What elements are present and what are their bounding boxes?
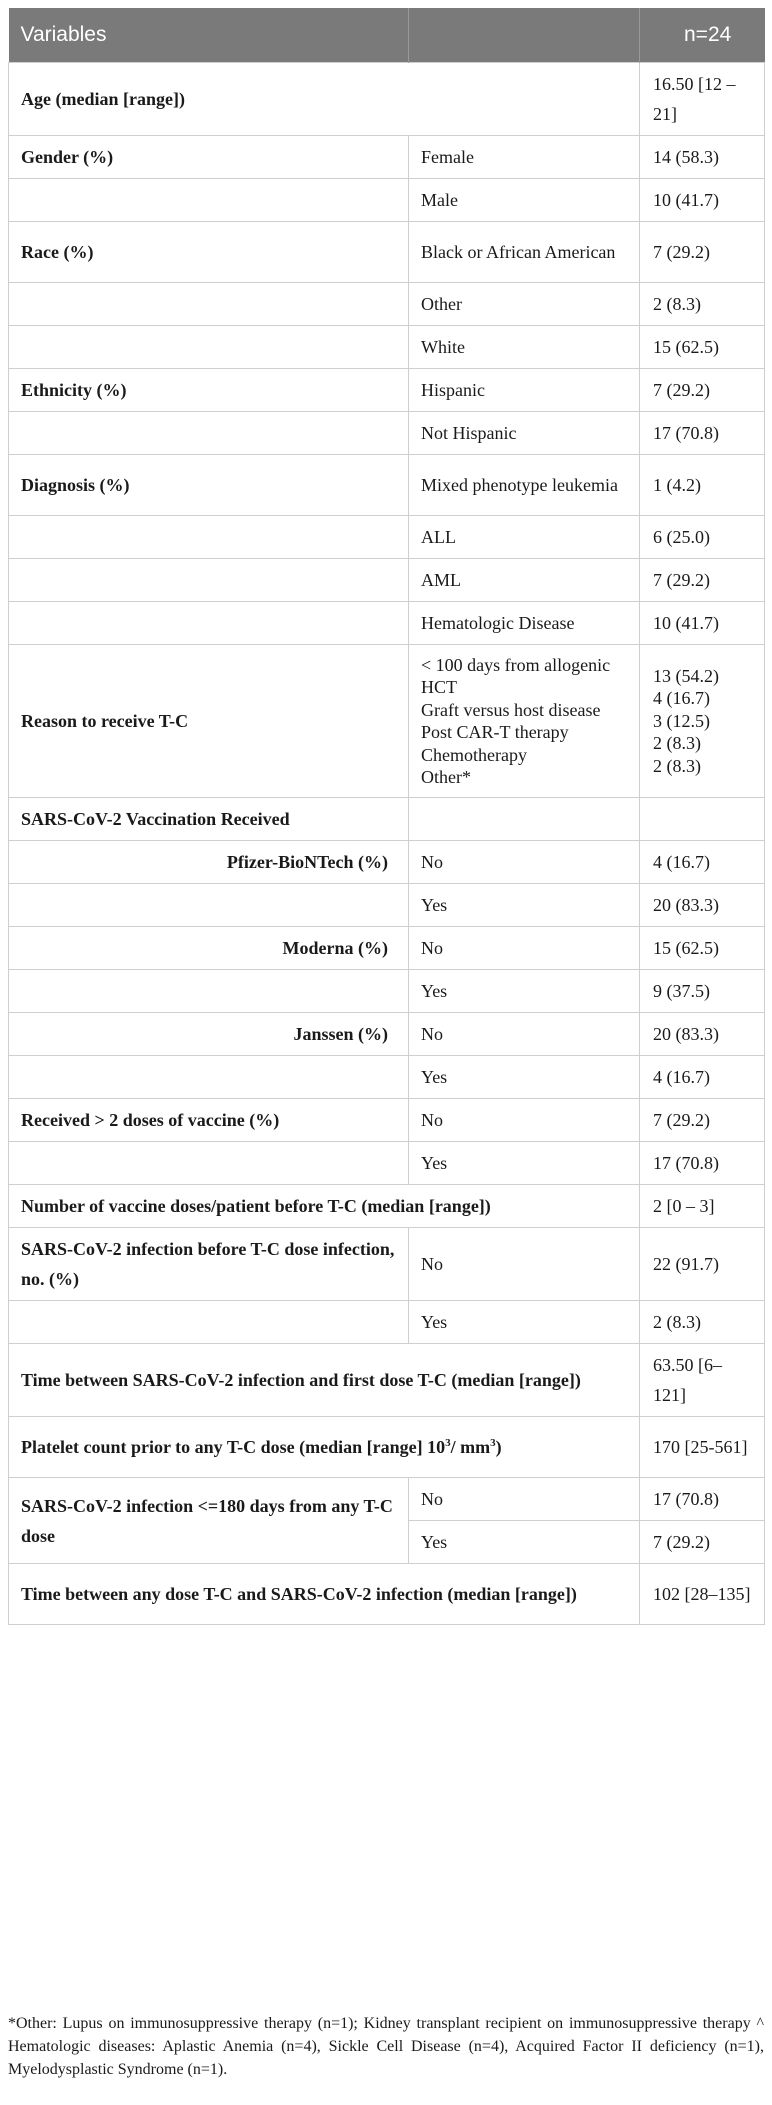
table-row bbox=[9, 222, 765, 283]
table-row bbox=[9, 970, 765, 1013]
row-value: 17 (70.8) bbox=[640, 1478, 765, 1521]
row-label bbox=[9, 283, 409, 326]
row-label: Reason to receive T-C bbox=[9, 645, 409, 798]
table-row bbox=[9, 369, 765, 412]
table-row bbox=[9, 1228, 765, 1301]
row-value: 170 [25-561] bbox=[640, 1417, 765, 1478]
row-value: 20 (83.3) bbox=[640, 884, 765, 927]
table-row bbox=[9, 1013, 765, 1056]
row-value: 9 (37.5) bbox=[640, 970, 765, 1013]
row-value: 7 (29.2) bbox=[640, 369, 765, 412]
superscript: 3 bbox=[490, 1437, 496, 1449]
row-label: Moderna (%) bbox=[9, 927, 409, 970]
row-subcategory bbox=[409, 798, 640, 841]
row-label: SARS-CoV-2 infection before T-C dose infection, no. (%) bbox=[9, 1228, 409, 1301]
row-value: 1 (4.2) bbox=[640, 455, 765, 516]
table-row bbox=[9, 179, 765, 222]
row-value: 16.50 [12 – 21] bbox=[640, 63, 765, 136]
row-label bbox=[9, 1056, 409, 1099]
subcategory-item: Other* bbox=[421, 767, 471, 787]
row-value: 7 (29.2) bbox=[640, 559, 765, 602]
row-label bbox=[9, 559, 409, 602]
row-subcategory: White bbox=[409, 326, 640, 369]
value-item: 2 (8.3) bbox=[653, 733, 701, 754]
row-subcategory: Yes bbox=[409, 970, 640, 1013]
subcategory-item: Chemotherapy bbox=[421, 744, 527, 765]
row-label: Age (median [range]) bbox=[9, 63, 640, 136]
table-row bbox=[9, 283, 765, 326]
row-label: Time between any dose T-C and SARS-CoV-2 infection (median [range]) bbox=[9, 1564, 640, 1625]
data-table-container bbox=[8, 8, 764, 1625]
row-label: Received > 2 doses of vaccine (%) bbox=[9, 1099, 409, 1142]
table-row bbox=[9, 1564, 765, 1625]
row-subcategory: No bbox=[409, 841, 640, 884]
table-row bbox=[9, 412, 765, 455]
table-row bbox=[9, 1056, 765, 1099]
row-label: SARS-CoV-2 infection <=180 days from any T-C dose bbox=[9, 1478, 409, 1564]
row-subcategory: No bbox=[409, 1013, 640, 1056]
row-subcategory: No bbox=[409, 1099, 640, 1142]
row-value: 7 (29.2) bbox=[640, 222, 765, 283]
row-label: Time between SARS-CoV-2 infection and first dose T-C (median [range]) bbox=[9, 1344, 640, 1417]
row-value: 4 (16.7) bbox=[640, 841, 765, 884]
table-row bbox=[9, 1142, 765, 1185]
row-subcategories bbox=[409, 645, 640, 798]
superscript: 3 bbox=[445, 1437, 451, 1449]
table-row bbox=[9, 455, 765, 516]
value-item: 3 (12.5) bbox=[653, 710, 710, 731]
row-label: SARS-CoV-2 Vaccination Received bbox=[9, 798, 409, 841]
table-body bbox=[9, 63, 765, 1625]
row-subcategory: Yes bbox=[409, 884, 640, 927]
row-subcategory: Male bbox=[409, 179, 640, 222]
row-label bbox=[9, 516, 409, 559]
row-value: 6 (25.0) bbox=[640, 516, 765, 559]
row-value: 15 (62.5) bbox=[640, 326, 765, 369]
table-footnote: *Other: Lupus on immunosuppressive therapy (n=1); Kidney transplant recipient on immunosuppressive therapy ^ Hematologic diseases: Aplastic Anemia (n=4), Sickle Cell Disease (n=4), Acquired Factor II deficiency (n=1), Myelodysplastic Syndrome (n=1). bbox=[8, 2015, 764, 2078]
row-value: 22 (91.7) bbox=[640, 1228, 765, 1301]
row-value: 2 [0 – 3] bbox=[640, 1185, 765, 1228]
row-subcategory: Other bbox=[409, 283, 640, 326]
row-subcategory: Female bbox=[409, 136, 640, 179]
row-value: 2 (8.3) bbox=[640, 1301, 765, 1344]
row-values bbox=[640, 645, 765, 798]
row-value: 20 (83.3) bbox=[640, 1013, 765, 1056]
row-label: Diagnosis (%) bbox=[9, 455, 409, 516]
value-item: 4 (16.7) bbox=[653, 688, 710, 709]
row-subcategory: Yes bbox=[409, 1142, 640, 1185]
table-row bbox=[9, 884, 765, 927]
row-label bbox=[9, 1142, 409, 1185]
row-label bbox=[9, 970, 409, 1013]
row-value: 7 (29.2) bbox=[640, 1099, 765, 1142]
row-value: 102 [28–135] bbox=[640, 1564, 765, 1625]
label-part: Platelet count prior to any T-C dose (median [range] 10 bbox=[21, 1437, 446, 1457]
row-value: 15 (62.5) bbox=[640, 927, 765, 970]
table-row bbox=[9, 136, 765, 179]
row-value: 2 (8.3) bbox=[640, 283, 765, 326]
table-row bbox=[9, 1478, 765, 1521]
row-subcategory: No bbox=[409, 1228, 640, 1301]
row-value bbox=[640, 798, 765, 841]
table-row bbox=[9, 63, 765, 136]
table-row bbox=[9, 1099, 765, 1142]
row-label bbox=[9, 326, 409, 369]
row-value: 63.50 [6–121] bbox=[640, 1344, 765, 1417]
table-row bbox=[9, 1344, 765, 1417]
row-value: 17 (70.8) bbox=[640, 1142, 765, 1185]
subcategory-item: Post CAR-T therapy bbox=[421, 722, 569, 742]
table-header-row bbox=[9, 8, 765, 63]
table-row bbox=[9, 1301, 765, 1344]
row-label bbox=[9, 884, 409, 927]
table-row bbox=[9, 516, 765, 559]
row-subcategory: AML bbox=[409, 559, 640, 602]
row-label: Ethnicity (%) bbox=[9, 369, 409, 412]
table-row bbox=[9, 602, 765, 645]
row-label bbox=[9, 1301, 409, 1344]
row-subcategory: Hematologic Disease bbox=[409, 602, 640, 645]
row-label: Janssen (%) bbox=[9, 1013, 409, 1056]
row-label bbox=[9, 412, 409, 455]
value-item: 13 (54.2) bbox=[653, 665, 719, 686]
row-value: 14 (58.3) bbox=[640, 136, 765, 179]
row-label: Number of vaccine doses/patient before T-C (median [range]) bbox=[9, 1185, 640, 1228]
row-value: 7 (29.2) bbox=[640, 1521, 765, 1564]
table-row bbox=[9, 1417, 765, 1478]
header-n: n=24 bbox=[640, 8, 765, 63]
row-value: 10 (41.7) bbox=[640, 179, 765, 222]
row-label bbox=[9, 1417, 640, 1478]
row-subcategory: Not Hispanic bbox=[409, 412, 640, 455]
table-row bbox=[9, 798, 765, 841]
row-subcategory: Mixed phenotype leukemia bbox=[409, 455, 640, 516]
subcategory-item: < 100 days from allogenic HCT bbox=[421, 654, 611, 697]
table-row bbox=[9, 1185, 765, 1228]
table-row bbox=[9, 645, 765, 798]
header-subcategory bbox=[409, 8, 640, 63]
row-subcategory: ALL bbox=[409, 516, 640, 559]
row-value: 4 (16.7) bbox=[640, 1056, 765, 1099]
table-row bbox=[9, 559, 765, 602]
row-label: Race (%) bbox=[9, 222, 409, 283]
row-subcategory: No bbox=[409, 927, 640, 970]
row-subcategory: Yes bbox=[409, 1521, 640, 1564]
label-part: ) bbox=[495, 1437, 502, 1457]
table-row bbox=[9, 927, 765, 970]
label-part: / mm bbox=[450, 1437, 491, 1457]
row-subcategory: Yes bbox=[409, 1301, 640, 1344]
row-label bbox=[9, 179, 409, 222]
row-label: Pfizer-BioNTech (%) bbox=[9, 841, 409, 884]
row-subcategory: Yes bbox=[409, 1056, 640, 1099]
row-subcategory: No bbox=[409, 1478, 640, 1521]
demographics-table bbox=[8, 8, 765, 1625]
row-value: 17 (70.8) bbox=[640, 412, 765, 455]
value-item: 2 (8.3) bbox=[653, 755, 701, 776]
row-label: Gender (%) bbox=[9, 136, 409, 179]
table-row bbox=[9, 841, 765, 884]
row-value: 10 (41.7) bbox=[640, 602, 765, 645]
row-subcategory: Black or African American bbox=[409, 222, 640, 283]
table-row bbox=[9, 326, 765, 369]
row-subcategory: Hispanic bbox=[409, 369, 640, 412]
subcategory-item: Graft versus host disease bbox=[421, 699, 601, 720]
row-label bbox=[9, 602, 409, 645]
header-variables: Variables bbox=[9, 8, 409, 63]
